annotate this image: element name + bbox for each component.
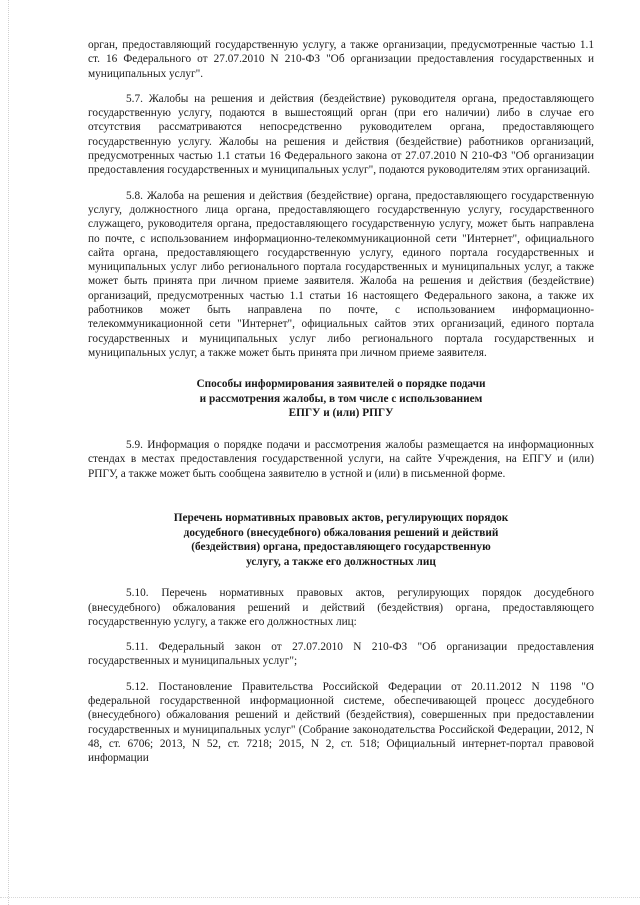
paragraph-5-11: 5.11. Федеральный закон от 27.07.2010 N 210-ФЗ "Об организации предоставления государственных и муниципальных услуг"; xyxy=(88,641,594,668)
paragraph-5-10: 5.10. Перечень нормативных правовых актов, регулирующих порядок досудебного (внесудебного) обжалования решений и действий (бездействия) органа, предоставляющего государственную услугу, а также его должностных лиц: xyxy=(88,587,594,628)
heading-line: Способы информирования заявителей о порядке подачи xyxy=(196,378,486,391)
heading-line: услугу, а также его должностных лиц xyxy=(246,555,436,568)
heading-line: и рассмотрения жалобы, в том числе с использованием xyxy=(199,392,483,405)
paragraph-5-12: 5.12. Постановление Правительства Российской Федерации от 20.11.2012 N 1198 "О федеральной государственной информационной системе, обеспечивающей процесс досудебного (внесудебного) обжалования решений и действий (бездействия), совершенных при предоставлении государственных и муниципальных услуг" (Собрание законодательства Российской Федерации, 2012, N 48, ст. 6706; 2013, N 52, ст. 7218; 2015, N 2, ст. 518; Официальный интернет-портал правовой информации xyxy=(88,680,594,765)
heading-line: ЕПГУ и (или) РПГУ xyxy=(288,407,394,420)
heading-line: Перечень нормативных правовых актов, регулирующих порядок xyxy=(173,511,509,524)
paragraph-continued: орган, предоставляющий государственную услугу, а также организации, предусмотренные частью 1.1 ст. 16 Федерального от 27.07.2010 N 210-ФЗ "Об организации предоставления государственных и муниципальных услуг". xyxy=(88,39,594,80)
scan-bottom-mark xyxy=(0,897,640,899)
section-heading-legal-acts xyxy=(88,511,594,569)
paragraph-5-8: 5.8. Жалоба на решения и действия (бездействие) органа, предоставляющего государственную услугу, должностного лица органа, предоставляющего государственную услугу, государственного служащего, руководителя органа, предоставляющего государственную услугу, может быть направлена по почте, с использованием информационно-телекоммуникационной сети "Интернет", официального сайта органа, предоставляющего государственную услугу, единого портала государственных и муниципальных услуг либо регионального портала государственных и муниципальных услуг, а также может быть принята при личном приеме заявителя. Жалоба на решения и действия (бездействие) организаций, предусмотренных частью 1.1 статьи 16 настоящего Федерального закона, а также их работников может быть направлена по почте, с использованием информационно-телекоммуникационной сети "Интернет", официальных сайтов этих организаций, единого портала государственных и муниципальных услуг либо регионального портала государственных и муниципальных услуг, а также может быть принята при личном приеме заявителя. xyxy=(88,189,594,359)
document-page xyxy=(88,38,594,766)
paragraph-5-9: 5.9. Информация о порядке подачи и рассмотрения жалобы размещается на информационных стендах в местах предоставления государственной услуги, на сайте Учреждения, на ЕПГУ и (или) РПГУ, а также может быть сообщена заявителю в устной и (или) в письменной форме. xyxy=(88,439,594,480)
scan-edge-mark xyxy=(8,0,10,905)
section-heading-informing xyxy=(88,377,594,421)
heading-line: досудебного (внесудебного) обжалования решений и действий xyxy=(183,526,499,539)
paragraph-5-7: 5.7. Жалобы на решения и действия (бездействие) руководителя органа, предоставляющего государственную услугу, подаются в вышестоящий орган (при его наличии) либо в случае его отсутствия рассматриваются непосредственно руководителем органа, предоставляющего государственную услугу. Жалобы на решения и действия (бездействие) работников организаций, предусмотренных частью 1.1 статьи 16 Федерального закона от 27.07.2010 N 210-ФЗ "Об организации предоставления государственных и муниципальных услуг", подаются руководителям этих организаций. xyxy=(88,92,594,177)
heading-line: (бездействия) органа, предоставляющего государственную xyxy=(191,541,491,554)
